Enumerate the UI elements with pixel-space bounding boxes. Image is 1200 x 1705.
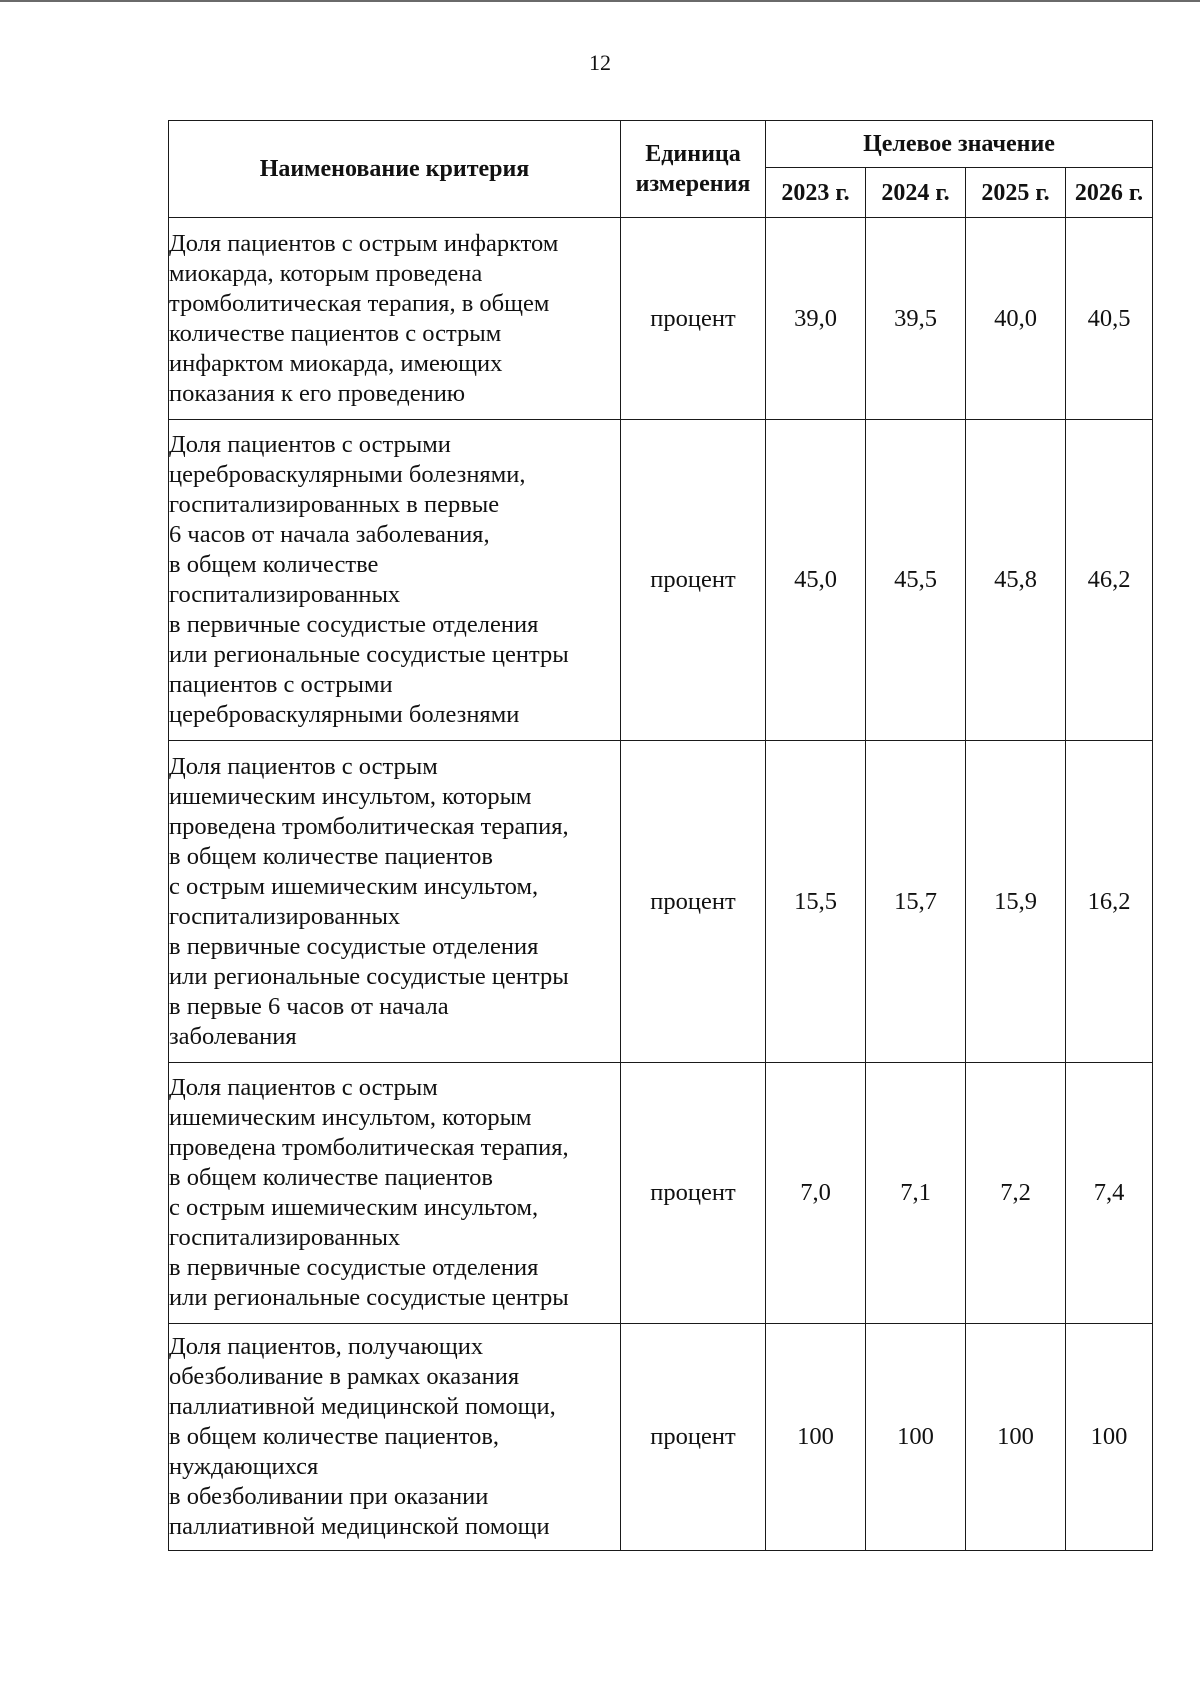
value-cell-2026: 16,2 — [1066, 741, 1153, 1063]
criterion-name-line: в общем количестве пациентов, — [169, 1423, 500, 1450]
value-cell-2023: 7,0 — [766, 1063, 866, 1324]
criterion-name-line: ишемическим инсультом, которым — [169, 782, 532, 810]
criterion-name-line: госпитализированных в первые — [169, 491, 500, 518]
criterion-name-line: миокарда, которым проведена — [169, 259, 483, 287]
value-cell-2026: 40,5 — [1066, 218, 1153, 420]
value-cell-2025: 15,9 — [966, 741, 1066, 1063]
criterion-name-line: Доля пациентов с острым — [169, 1074, 438, 1101]
value-cell-2026: 46,2 — [1066, 420, 1153, 741]
criterion-name-line: пациентов с острыми — [169, 671, 393, 698]
criterion-name-line: в первичные сосудистые отделения — [169, 932, 539, 960]
unit-cell: процент — [621, 741, 766, 1063]
criterion-name-line: в общем количестве пациентов — [169, 1164, 493, 1191]
table-row — [169, 1324, 1153, 1551]
criterion-name-line: инфарктом миокарда, имеющих — [169, 349, 503, 377]
value-cell-2025: 40,0 — [966, 218, 1066, 420]
value-cell-2024: 100 — [866, 1324, 966, 1551]
criterion-name-line: цереброваскулярными болезнями, — [169, 461, 526, 488]
criterion-name-line: Доля пациентов с острыми — [169, 431, 451, 458]
criterion-name-line: в общем количестве — [169, 551, 379, 578]
unit-header-line-1: Единица — [645, 141, 741, 167]
criterion-name-cell — [169, 1063, 621, 1324]
unit-header-line-2: измерения — [635, 171, 751, 197]
unit-cell: процент — [621, 1063, 766, 1324]
value-cell-2024: 15,7 — [866, 741, 966, 1063]
value-cell-2023: 39,0 — [766, 218, 866, 420]
criterion-name-cell — [169, 1324, 621, 1551]
criterion-name-line: нуждающихся — [169, 1453, 319, 1480]
criterion-name-line: обезболивание в рамках оказания — [169, 1363, 520, 1390]
value-cell-2023: 15,5 — [766, 741, 866, 1063]
criterion-name-line: проведена тромболитическая терапия, — [169, 812, 569, 840]
criterion-name-line: в общем количестве пациентов — [169, 842, 493, 870]
header-row-top — [169, 121, 1153, 168]
criterion-name-cell — [169, 420, 621, 741]
value-cell-2025: 7,2 — [966, 1063, 1066, 1324]
value-cell-2025: 45,8 — [966, 420, 1066, 741]
criterion-name-line: или региональные сосудистые центры — [169, 641, 569, 668]
criterion-name-line: ишемическим инсультом, которым — [169, 1104, 532, 1131]
criterion-name-line: в обезболивании при оказании — [169, 1483, 489, 1510]
value-cell-2025: 100 — [966, 1324, 1066, 1551]
criterion-name-line: паллиативной медицинской помощи — [169, 1513, 550, 1540]
table-row — [169, 218, 1153, 420]
value-cell-2026: 100 — [1066, 1324, 1153, 1551]
year-header-2026: 2026 г. — [1066, 168, 1153, 218]
criterion-name-line: количестве пациентов с острым — [169, 319, 502, 347]
criterion-name-line: в первичные сосудистые отделения — [169, 611, 539, 638]
criterion-name-line: Доля пациентов с острым — [169, 752, 438, 780]
criterion-name-line: госпитализированных — [169, 581, 401, 608]
criterion-name-line: в первичные сосудистые отделения — [169, 1254, 539, 1281]
page-number: 12 — [589, 50, 611, 75]
unit-cell: процент — [621, 1324, 766, 1551]
criterion-name-line: с острым ишемическим инсультом, — [169, 872, 539, 900]
criterion-name-line: с острым ишемическим инсультом, — [169, 1194, 539, 1221]
criterion-name-line: 6 часов от начала заболевания, — [169, 521, 490, 548]
criterion-name-line: госпитализированных — [169, 902, 401, 930]
criterion-name-line: заболевания — [169, 1022, 297, 1050]
year-header-2025: 2025 г. — [966, 168, 1066, 218]
criterion-name-line: госпитализированных — [169, 1224, 401, 1251]
year-header-2023: 2023 г. — [766, 168, 866, 218]
value-cell-2023: 45,0 — [766, 420, 866, 741]
criterion-name-header: Наименование критерия — [169, 121, 621, 218]
unit-cell: процент — [621, 218, 766, 420]
table-row — [169, 420, 1153, 741]
value-cell-2024: 7,1 — [866, 1063, 966, 1324]
value-cell-2026: 7,4 — [1066, 1063, 1153, 1324]
criterion-name-line: Доля пациентов с острым инфарктом — [169, 229, 559, 257]
top-border-line — [0, 0, 1200, 2]
criterion-name-line: проведена тромболитическая терапия, — [169, 1134, 569, 1161]
criterion-name-line: цереброваскулярными болезнями — [169, 701, 520, 728]
table-row — [169, 1063, 1153, 1324]
value-cell-2024: 39,5 — [866, 218, 966, 420]
criterion-name-line: паллиативной медицинской помощи, — [169, 1393, 556, 1420]
year-header-2024: 2024 г. — [866, 168, 966, 218]
criterion-name-line: тромболитическая терапия, в общем — [169, 289, 550, 317]
criterion-name-line: или региональные сосудистые центры — [169, 962, 569, 990]
unit-cell: процент — [621, 420, 766, 741]
criterion-name-cell — [169, 741, 621, 1063]
criterion-name-cell — [169, 218, 621, 420]
criterion-name-line: в первые 6 часов от начала — [169, 992, 449, 1020]
unit-header — [621, 121, 766, 218]
table-row — [169, 741, 1153, 1063]
value-cell-2024: 45,5 — [866, 420, 966, 741]
criteria-table — [168, 120, 1153, 1551]
criterion-name-line: или региональные сосудистые центры — [169, 1284, 569, 1311]
criterion-name-line: Доля пациентов, получающих — [169, 1333, 484, 1360]
target-value-header: Целевое значение — [766, 121, 1153, 168]
criterion-name-line: показания к его проведению — [169, 379, 466, 407]
value-cell-2023: 100 — [766, 1324, 866, 1551]
